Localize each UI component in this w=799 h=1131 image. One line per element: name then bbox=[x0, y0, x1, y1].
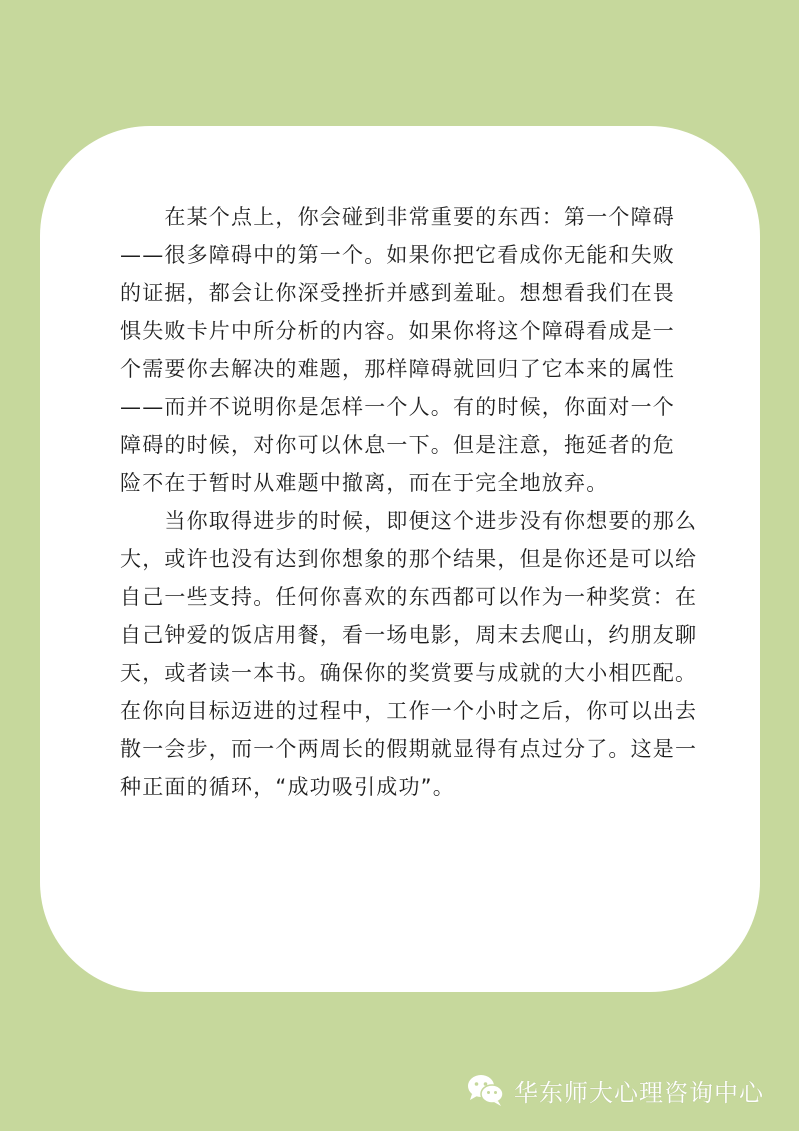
text-line: ——而并不说明你是怎样一个人。有的时候，你面对一个 bbox=[120, 395, 675, 419]
text-line: 的证据，都会让你深受挫折并感到羞耻。想想看我们在畏 bbox=[120, 281, 675, 305]
text-line: ——很多障碍中的第一个。如果你把它看成你无能和失败 bbox=[120, 243, 675, 267]
text-line: 险不在于暂时从难题中撤离，而在于完全地放弃。 bbox=[120, 471, 609, 495]
text-line: 在你向目标迈进的过程中，工作一个小时之后，你可以出去 bbox=[120, 699, 698, 723]
text-line: 种正面的循环，“成功吸引成功”。 bbox=[120, 775, 455, 799]
text-line: 惧失败卡片中所分析的内容。如果你将这个障碍看成是一 bbox=[120, 319, 675, 343]
watermark-text: 华东师大心理咨询中心 bbox=[514, 1078, 764, 1107]
article-body bbox=[120, 198, 698, 806]
text-line: 大，或许也没有达到你想象的那个结果，但是你还是可以给 bbox=[120, 547, 698, 571]
text-line: 自己一些支持。任何你喜欢的东西都可以作为一种奖赏：在 bbox=[120, 585, 698, 609]
text-line: 自己钟爱的饭店用餐，看一场电影，周末去爬山，约朋友聊 bbox=[120, 623, 698, 647]
text-line: 当你取得进步的时候，即便这个进步没有你想要的那么 bbox=[120, 509, 698, 533]
paragraph-1 bbox=[120, 198, 675, 502]
text-line: 在某个点上，你会碰到非常重要的东西：第一个障碍 bbox=[120, 205, 675, 229]
text-line: 障碍的时候，对你可以休息一下。但是注意，拖延者的危 bbox=[120, 433, 675, 457]
text-line: 天，或者读一本书。确保你的奖赏要与成就的大小相匹配。 bbox=[120, 661, 698, 685]
paragraph-2 bbox=[120, 502, 698, 806]
watermark bbox=[466, 1070, 764, 1110]
text-line: 个需要你去解决的难题，那样障碍就回归了它本来的属性 bbox=[120, 357, 675, 381]
wechat-icon bbox=[466, 1073, 506, 1107]
text-line: 散一会步，而一个两周长的假期就显得有点过分了。这是一 bbox=[120, 737, 698, 761]
